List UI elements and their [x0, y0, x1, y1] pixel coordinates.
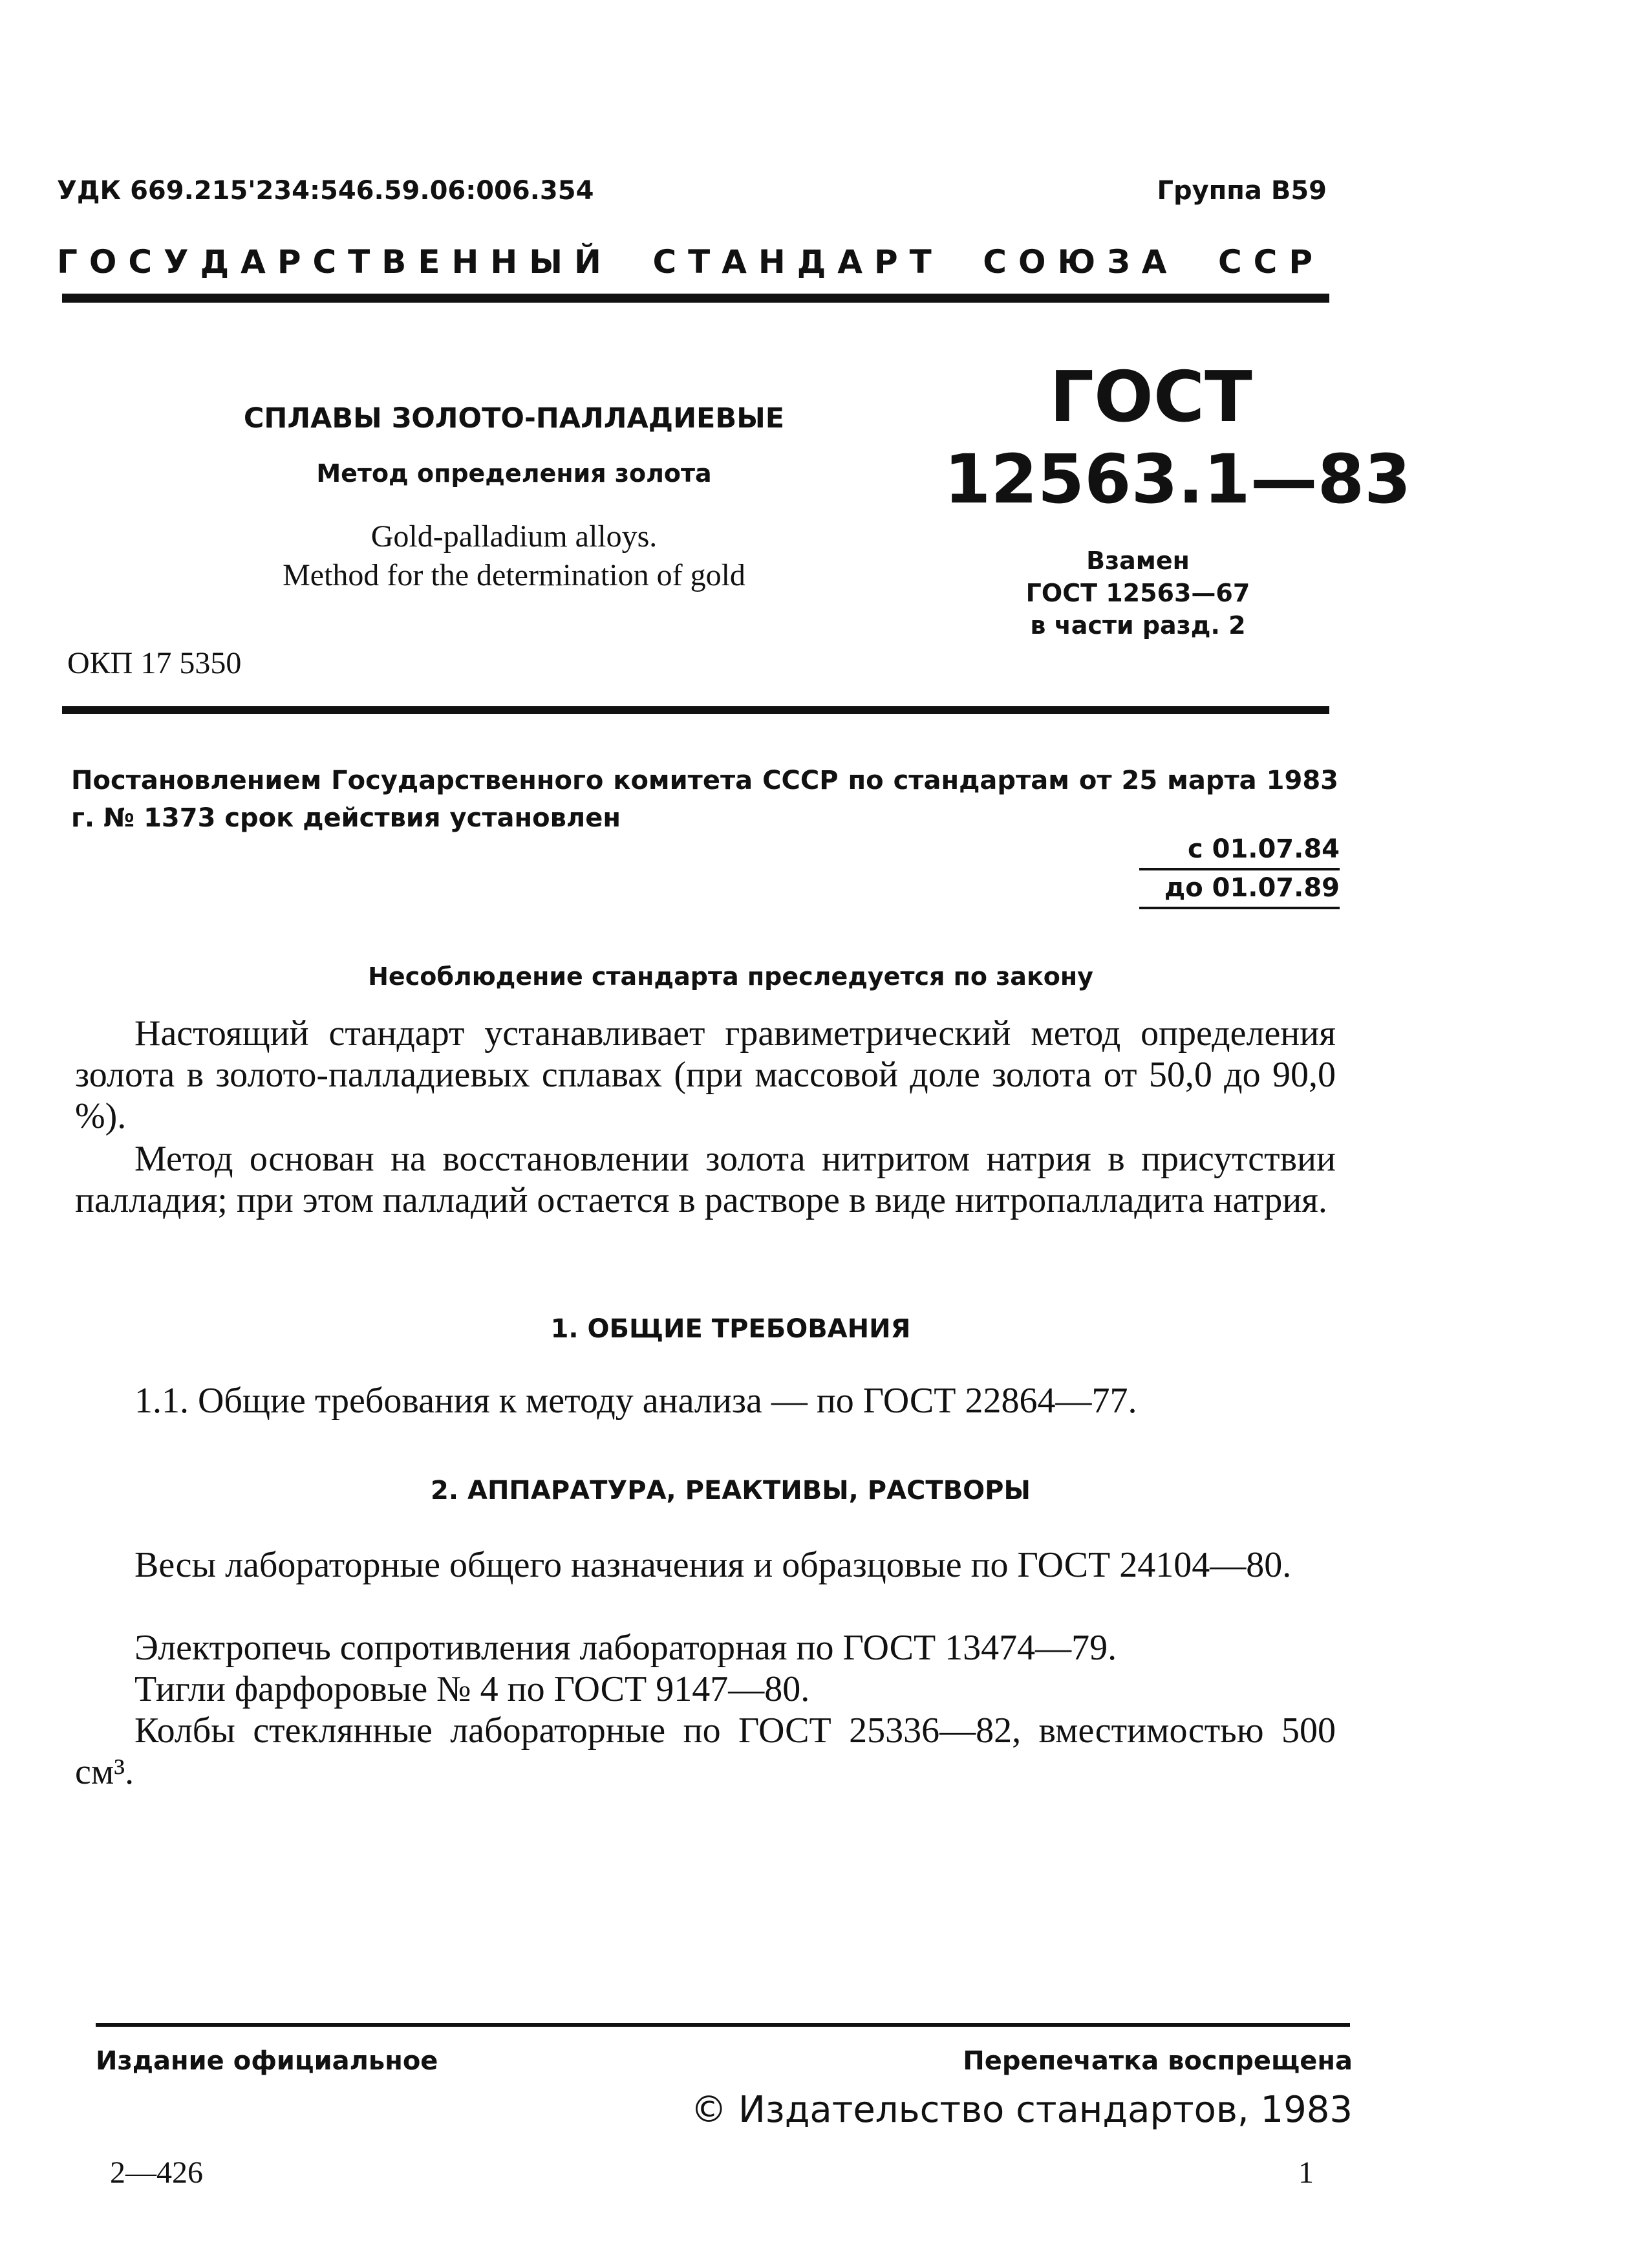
paragraph-principle: Метод основан на восстановлении золота нитритом натрия в присутствии палладия; при этом палладий остается в растворе в виде нитропалладита натрия.: [75, 1139, 1336, 1220]
copyright-line: © Издательство стандартов, 1983: [691, 2089, 1353, 2131]
date-rule: [1139, 907, 1340, 909]
replaces-note: [983, 545, 1293, 642]
section-heading-1: 1. ОБЩИЕ ТРЕБОВАНИЯ: [550, 1314, 911, 1344]
section-heading-2: 2. АППАРАТУРА, РЕАКТИВЫ, РАСТВОРЫ: [431, 1476, 1031, 1506]
date-rule: [1139, 868, 1340, 870]
udk-code: УДК 669.215'234:546.59.06:006.354: [57, 176, 594, 206]
group-code: Группа В59: [1157, 176, 1327, 206]
okp-code: ОКП 17 5350: [67, 646, 242, 680]
footer-rule: [96, 2023, 1350, 2027]
title-rule: [62, 706, 1329, 714]
header-rule: [62, 294, 1329, 303]
replaces-line: в части разд. 2: [1030, 611, 1246, 640]
banner-word: ГОСУДАРСТВЕННЫЙ: [57, 243, 613, 281]
paragraph-1-1: 1.1. Общие требования к методу анализа — по ГОСТ 22864—77.: [134, 1381, 1137, 1421]
banner-word: СОЮЗА: [983, 243, 1179, 281]
print-code: 2—426: [110, 2155, 203, 2190]
title-english-line: Method for the determination of gold: [283, 558, 745, 592]
apparatus-item: Электропечь сопротивления лабораторная по ГОСТ 13474—79.: [134, 1628, 1117, 1668]
title-english-line: Gold-palladium alloys.: [370, 519, 658, 554]
title-russian: СПЛАВЫ ЗОЛОТО-ПАЛЛАДИЕВЫЕ: [243, 402, 785, 435]
title-english: [194, 517, 834, 595]
edition-label: Издание официальное: [96, 2046, 438, 2076]
state-standard-banner: [57, 243, 1324, 281]
banner-word: ССР: [1217, 243, 1324, 281]
effective-from: с 01.07.84: [1187, 834, 1340, 864]
effective-to: до 01.07.89: [1164, 873, 1340, 903]
method-russian: Метод определения золота: [316, 459, 712, 488]
reprint-notice: Перепечатка воспрещена: [963, 2046, 1353, 2076]
page-number: 1: [1298, 2155, 1314, 2190]
banner-word: СТАНДАРТ: [652, 243, 943, 281]
apparatus-item: Колбы стеклянные лабораторные по ГОСТ 25336—82, вместимостью 500 см³.: [75, 1711, 1336, 1792]
gost-label: ГОСТ: [1049, 357, 1252, 438]
replaces-line: Взамен: [1086, 546, 1190, 575]
law-notice: Несоблюдение стандарта преследуется по закону: [368, 962, 1093, 991]
apparatus-item: Тигли фарфоровые № 4 по ГОСТ 9147—80.: [134, 1669, 810, 1709]
resolution-text: Постановлением Государственного комитета СССР по стандартам от 25 марта 1983 г. № 1373 срок действия установлен: [71, 766, 1338, 833]
paragraph-scope: Настоящий стандарт устанавливает гравиметрический метод определения золота в золото-палладиевых сплавах (при массовой доле золота от 50,0 до 90,0 %).: [75, 1013, 1336, 1136]
gost-number: 12563.1—83: [944, 440, 1411, 519]
apparatus-item: Весы лабораторные общего назначения и образцовые по ГОСТ 24104—80.: [134, 1545, 1292, 1585]
replaces-line: ГОСТ 12563—67: [1025, 579, 1250, 607]
